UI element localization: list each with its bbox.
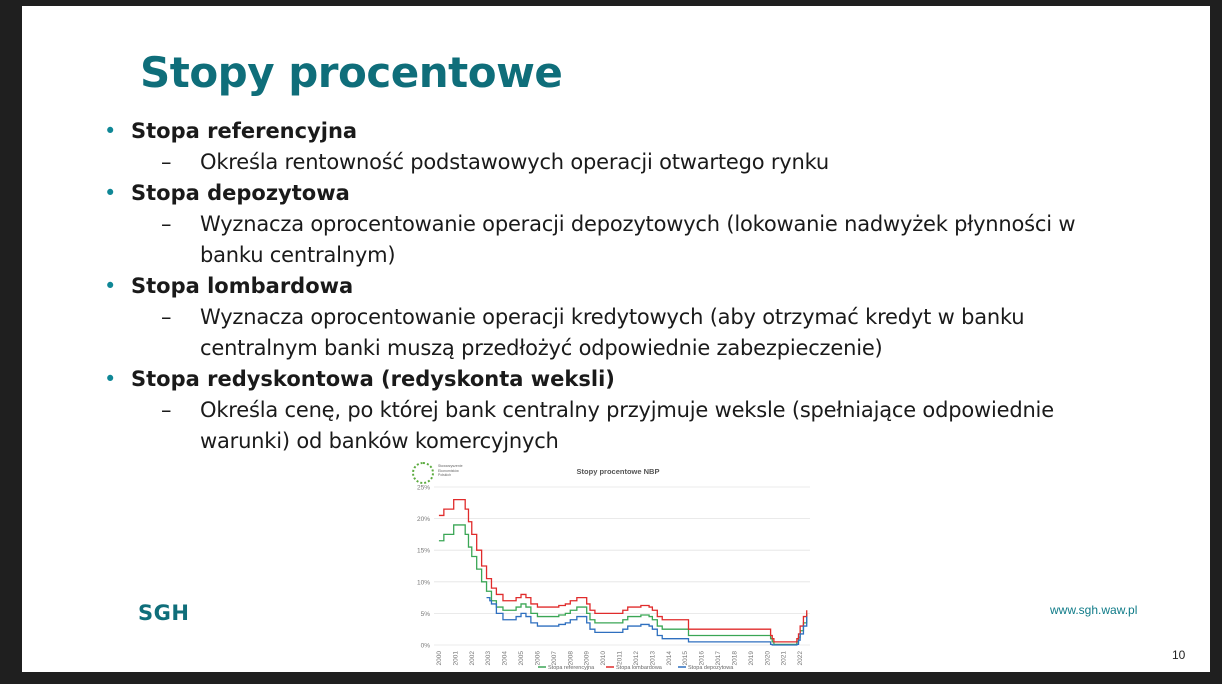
bullet-dot: • — [104, 367, 117, 391]
bullet-dot: • — [104, 274, 117, 298]
y-tick-label: 0% — [420, 642, 430, 650]
sgh-logo: SGH — [138, 601, 190, 625]
bullet-item — [104, 178, 1144, 209]
y-tick-label: 15% — [416, 547, 430, 555]
association-logo-text: Stowarzyszenie Ekonomistów Polskich — [438, 464, 463, 477]
x-tick-label: 2002 — [468, 651, 476, 666]
y-tick-label: 10% — [416, 579, 430, 587]
x-tick-label: 2009 — [583, 651, 591, 666]
bullet-item — [104, 116, 1144, 147]
sub-bullet — [104, 395, 1144, 457]
x-tick-label: 2019 — [747, 651, 755, 666]
x-tick-label: 2014 — [665, 651, 673, 666]
x-tick-label: 2017 — [715, 651, 723, 666]
sub-bullet-text: banku centralnym) — [200, 243, 396, 267]
sub-bullet-text: Wyznacza oprocentowanie operacji depozytowych (lokowanie nadwyżek płynności w — [200, 212, 1076, 236]
sub-bullet-dash: – — [161, 212, 172, 236]
x-tick-label: 2015 — [682, 651, 690, 666]
bullet-heading: Stopa lombardowa — [131, 274, 354, 298]
chart-plot — [398, 457, 818, 672]
sub-bullet-dash: – — [161, 150, 172, 174]
sub-bullet-text: warunki) od banków komercyjnych — [200, 429, 559, 453]
sub-bullet-text: centralnym banki muszą przedłożyć odpowiednie zabezpieczenie) — [200, 336, 883, 360]
legend-label: Stopa referencyjna — [548, 665, 595, 671]
x-tick-label: 2000 — [435, 651, 443, 666]
bullet-item — [104, 364, 1144, 395]
x-tick-label: 2003 — [485, 651, 493, 666]
bullet-heading: Stopa redyskontowa (redyskonta weksli) — [131, 367, 615, 391]
x-tick-label: 2021 — [780, 651, 788, 666]
x-tick-label: 2001 — [452, 651, 460, 666]
x-tick-label: 2018 — [731, 651, 739, 666]
slide — [22, 6, 1210, 672]
x-tick-label: 2007 — [550, 651, 558, 666]
x-tick-label: 2008 — [567, 651, 575, 666]
x-tick-label: 2016 — [698, 651, 706, 666]
bullet-item — [104, 271, 1144, 302]
chart-title: Stopy procentowe NBP — [576, 467, 660, 476]
x-tick-label: 2011 — [616, 651, 624, 665]
series-line — [487, 598, 807, 645]
y-tick-label: 25% — [416, 484, 430, 492]
bullet-dot: • — [104, 181, 117, 205]
page-title: Stopy procentowe — [140, 48, 563, 97]
sub-bullet-dash: – — [161, 305, 172, 329]
x-tick-label: 2006 — [534, 651, 542, 666]
series-line — [439, 525, 807, 644]
sub-bullet — [104, 209, 1144, 271]
website-link[interactable]: www.sgh.waw.pl — [1050, 603, 1138, 617]
sub-bullet — [104, 147, 1144, 178]
legend-label: Stopa depozytowa — [688, 665, 734, 671]
x-tick-label: 2022 — [797, 651, 805, 666]
sub-bullet-text: Określa cenę, po której bank centralny przyjmuje weksle (spełniające odpowiednie — [200, 398, 1054, 422]
x-tick-label: 2012 — [632, 651, 640, 666]
rates-chart — [398, 457, 818, 672]
sub-bullet — [104, 302, 1144, 364]
x-tick-label: 2010 — [600, 651, 608, 666]
sub-bullet-dash: – — [161, 398, 172, 422]
x-tick-label: 2020 — [764, 651, 772, 666]
bullet-heading: Stopa referencyjna — [131, 119, 358, 143]
bullet-dot: • — [104, 119, 117, 143]
legend-label: Stopa lombardowa — [616, 665, 662, 671]
bullet-heading: Stopa depozytowa — [131, 181, 350, 205]
y-tick-label: 5% — [420, 610, 430, 618]
sub-bullet-text: Określa rentowność podstawowych operacji otwartego rynku — [200, 150, 830, 174]
x-tick-label: 2013 — [649, 651, 657, 666]
page-number: 10 — [1172, 648, 1186, 662]
bullet-list — [104, 116, 1144, 457]
x-tick-label: 2005 — [518, 651, 526, 666]
sub-bullet-text: Wyznacza oprocentowanie operacji kredytowych (aby otrzymać kredyt w banku — [200, 305, 1025, 329]
y-tick-label: 20% — [416, 516, 430, 524]
x-tick-label: 2004 — [501, 651, 509, 666]
